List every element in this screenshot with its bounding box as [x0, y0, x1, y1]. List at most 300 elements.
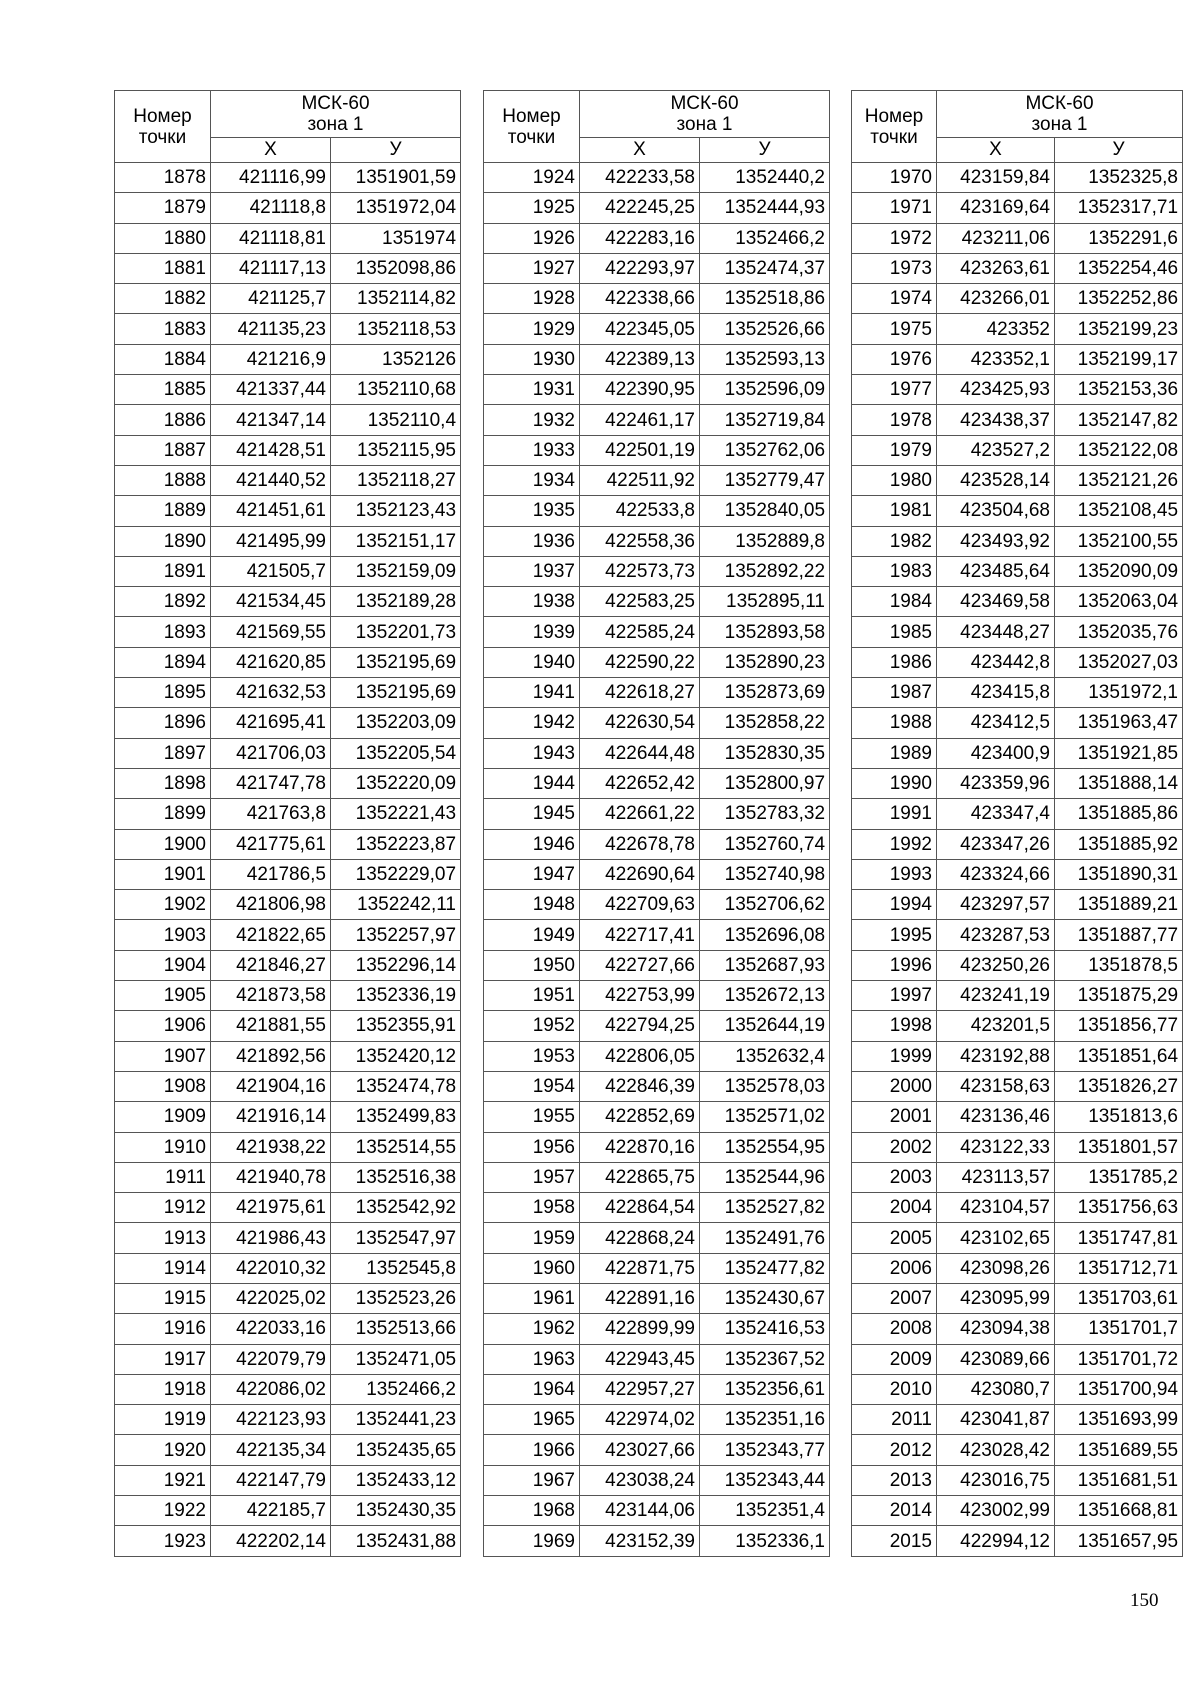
y-coordinate-cell: 1352110,4	[331, 405, 461, 435]
point-number-cell: 1918	[115, 1374, 211, 1404]
y-coordinate-cell: 1352343,77	[700, 1435, 830, 1465]
point-number-cell: 1941	[484, 678, 580, 708]
point-number-cell: 1951	[484, 981, 580, 1011]
x-coordinate-cell: 423400,9	[937, 738, 1055, 768]
table-row	[115, 1071, 461, 1101]
point-number-cell: 1924	[484, 163, 580, 193]
y-coordinate-cell: 1352118,27	[331, 465, 461, 495]
table-row	[852, 587, 1183, 617]
table-row	[852, 405, 1183, 435]
table-row	[852, 617, 1183, 647]
header-row	[115, 91, 461, 138]
x-coordinate-cell: 421125,7	[211, 284, 331, 314]
y-coordinate-cell: 1352108,45	[1055, 496, 1183, 526]
y-coordinate-cell: 1352518,86	[700, 284, 830, 314]
y-coordinate-cell: 1352420,12	[331, 1041, 461, 1071]
y-coordinate-cell: 1352596,09	[700, 375, 830, 405]
table-row	[484, 344, 830, 374]
x-coordinate-cell: 421904,16	[211, 1071, 331, 1101]
point-number-cell: 1971	[852, 193, 937, 223]
table-row	[115, 920, 461, 950]
point-number-cell: 1929	[484, 314, 580, 344]
point-number-cell: 1888	[115, 465, 211, 495]
x-coordinate-cell: 423159,84	[937, 163, 1055, 193]
point-header-line2: точки	[507, 126, 556, 148]
x-coordinate-cell: 422086,02	[211, 1374, 331, 1404]
x-coordinate-cell: 423347,26	[937, 829, 1055, 859]
point-number-cell: 1979	[852, 435, 937, 465]
point-number-cell: 1885	[115, 375, 211, 405]
x-coordinate-cell: 423297,57	[937, 890, 1055, 920]
y-coordinate-cell: 1352430,67	[700, 1283, 830, 1313]
point-number-cell: 1978	[852, 405, 937, 435]
table-row	[115, 1496, 461, 1526]
table-row	[484, 1465, 830, 1495]
x-coordinate-cell: 422293,97	[580, 253, 700, 283]
y-coordinate-cell: 1351972,04	[331, 193, 461, 223]
y-coordinate-cell: 1352114,82	[331, 284, 461, 314]
table-row	[115, 193, 461, 223]
table-row	[115, 405, 461, 435]
table-row	[852, 859, 1183, 889]
x-coordinate-cell: 421495,99	[211, 526, 331, 556]
point-number-cell: 1940	[484, 647, 580, 677]
system-header-line2: зона 1	[307, 114, 364, 135]
system-header-line2: зона 1	[1031, 114, 1088, 135]
y-coordinate-cell: 1352199,17	[1055, 344, 1183, 374]
x-coordinate-cell: 423352	[937, 314, 1055, 344]
point-number-cell: 1945	[484, 799, 580, 829]
y-coordinate-cell: 1352571,02	[700, 1102, 830, 1132]
point-number-cell: 1933	[484, 435, 580, 465]
point-number-cell: 2011	[852, 1405, 937, 1435]
point-number-cell: 1962	[484, 1314, 580, 1344]
y-coordinate-cell: 1351878,5	[1055, 950, 1183, 980]
y-coordinate-cell: 1352159,09	[331, 556, 461, 586]
point-number-cell: 1965	[484, 1405, 580, 1435]
x-coordinate-cell: 421892,56	[211, 1041, 331, 1071]
y-coordinate-cell: 1352672,13	[700, 981, 830, 1011]
y-coordinate-cell: 1351885,86	[1055, 799, 1183, 829]
x-column-header: X	[580, 138, 700, 163]
table-row	[852, 556, 1183, 586]
point-number-cell: 1895	[115, 678, 211, 708]
y-column-header: У	[331, 138, 461, 163]
y-coordinate-cell: 1351657,95	[1055, 1526, 1183, 1556]
point-number-cell: 1903	[115, 920, 211, 950]
point-number-cell: 1883	[115, 314, 211, 344]
x-coordinate-cell: 423263,61	[937, 253, 1055, 283]
y-coordinate-cell: 1351889,21	[1055, 890, 1183, 920]
y-coordinate-cell: 1352063,04	[1055, 587, 1183, 617]
table-row	[115, 344, 461, 374]
table-row	[852, 1344, 1183, 1374]
x-coordinate-cell: 422868,24	[580, 1223, 700, 1253]
x-coordinate-cell: 423144,06	[580, 1496, 700, 1526]
table-row	[484, 163, 830, 193]
point-number-cell: 1970	[852, 163, 937, 193]
y-coordinate-cell: 1351826,27	[1055, 1071, 1183, 1101]
y-coordinate-cell: 1352343,44	[700, 1465, 830, 1495]
point-number-cell: 1952	[484, 1011, 580, 1041]
y-coordinate-cell: 1352118,53	[331, 314, 461, 344]
y-coordinate-cell: 1352466,2	[700, 223, 830, 253]
y-coordinate-cell: 1352474,37	[700, 253, 830, 283]
point-number-cell: 1911	[115, 1162, 211, 1192]
point-number-cell: 1919	[115, 1405, 211, 1435]
x-coordinate-cell: 423094,38	[937, 1314, 1055, 1344]
x-coordinate-cell: 421505,7	[211, 556, 331, 586]
table-row	[484, 284, 830, 314]
y-coordinate-cell: 1352593,13	[700, 344, 830, 374]
x-coordinate-cell: 422233,58	[580, 163, 700, 193]
y-coordinate-cell: 1351887,77	[1055, 920, 1183, 950]
y-coordinate-cell: 1352035,76	[1055, 617, 1183, 647]
table-row	[852, 344, 1183, 374]
x-coordinate-cell: 421440,52	[211, 465, 331, 495]
x-coordinate-cell: 423425,93	[937, 375, 1055, 405]
table-row	[115, 526, 461, 556]
table-row	[852, 799, 1183, 829]
y-coordinate-cell: 1352526,66	[700, 314, 830, 344]
table-row	[852, 435, 1183, 465]
table-row	[115, 435, 461, 465]
x-coordinate-cell: 422135,34	[211, 1435, 331, 1465]
point-number-cell: 1931	[484, 375, 580, 405]
point-number-cell: 1972	[852, 223, 937, 253]
point-number-cell: 1993	[852, 859, 937, 889]
x-coordinate-cell: 423359,96	[937, 768, 1055, 798]
point-number-cell: 1910	[115, 1132, 211, 1162]
x-coordinate-cell: 421938,22	[211, 1132, 331, 1162]
point-header-line1: Номер	[864, 105, 924, 127]
y-coordinate-cell: 1352440,2	[700, 163, 830, 193]
x-coordinate-cell: 421763,8	[211, 799, 331, 829]
x-coordinate-cell: 423448,27	[937, 617, 1055, 647]
y-coordinate-cell: 1351747,81	[1055, 1223, 1183, 1253]
x-coordinate-cell: 423493,92	[937, 526, 1055, 556]
y-coordinate-cell: 1351972,1	[1055, 678, 1183, 708]
x-coordinate-cell: 423041,87	[937, 1405, 1055, 1435]
y-coordinate-cell: 1352351,16	[700, 1405, 830, 1435]
point-number-cell: 1909	[115, 1102, 211, 1132]
table-row	[484, 890, 830, 920]
point-number-cell: 1939	[484, 617, 580, 647]
x-coordinate-cell: 422389,13	[580, 344, 700, 374]
x-coordinate-cell: 423324,66	[937, 859, 1055, 889]
y-column-header: У	[1055, 138, 1183, 163]
x-coordinate-cell: 422345,05	[580, 314, 700, 344]
table-row	[852, 526, 1183, 556]
point-number-cell: 1917	[115, 1344, 211, 1374]
x-coordinate-cell: 422590,22	[580, 647, 700, 677]
x-coordinate-cell: 421117,13	[211, 253, 331, 283]
table-row	[484, 1435, 830, 1465]
table-row	[115, 587, 461, 617]
y-coordinate-cell: 1351890,31	[1055, 859, 1183, 889]
y-coordinate-cell: 1351681,51	[1055, 1465, 1183, 1495]
y-coordinate-cell: 1352858,22	[700, 708, 830, 738]
point-number-cell: 1944	[484, 768, 580, 798]
table-row	[852, 1496, 1183, 1526]
table-row	[852, 1465, 1183, 1495]
table-row	[484, 738, 830, 768]
table-row	[115, 1132, 461, 1162]
point-number-cell: 1982	[852, 526, 937, 556]
x-column-header: X	[211, 138, 331, 163]
table-row	[115, 617, 461, 647]
point-number-cell: 1935	[484, 496, 580, 526]
y-coordinate-cell: 1352499,83	[331, 1102, 461, 1132]
table-row	[484, 1526, 830, 1556]
coordinates-table-2	[483, 90, 830, 1557]
point-number-cell: 1934	[484, 465, 580, 495]
point-number-cell: 2006	[852, 1253, 937, 1283]
x-coordinate-cell: 421986,43	[211, 1223, 331, 1253]
y-coordinate-cell: 1351921,85	[1055, 738, 1183, 768]
point-number-cell: 1891	[115, 556, 211, 586]
x-coordinate-cell: 422558,36	[580, 526, 700, 556]
point-number-cell: 1983	[852, 556, 937, 586]
point-number-cell: 1914	[115, 1253, 211, 1283]
y-coordinate-cell: 1352351,4	[700, 1496, 830, 1526]
x-coordinate-cell: 421706,03	[211, 738, 331, 768]
table-row	[852, 1435, 1183, 1465]
table-row	[484, 647, 830, 677]
point-number-cell: 1961	[484, 1283, 580, 1313]
table-row	[484, 950, 830, 980]
point-number-cell: 1886	[115, 405, 211, 435]
y-coordinate-cell: 1352296,14	[331, 950, 461, 980]
x-coordinate-cell: 423469,58	[937, 587, 1055, 617]
point-number-header	[115, 91, 211, 163]
x-coordinate-cell: 423347,4	[937, 799, 1055, 829]
y-coordinate-cell: 1352189,28	[331, 587, 461, 617]
x-coordinate-cell: 422846,39	[580, 1071, 700, 1101]
x-coordinate-cell: 423136,46	[937, 1102, 1055, 1132]
y-coordinate-cell: 1352527,82	[700, 1193, 830, 1223]
x-coordinate-cell: 421695,41	[211, 708, 331, 738]
table-row	[484, 314, 830, 344]
point-number-cell: 1984	[852, 587, 937, 617]
y-coordinate-cell: 1352554,95	[700, 1132, 830, 1162]
y-coordinate-cell: 1352491,76	[700, 1223, 830, 1253]
table-row	[115, 708, 461, 738]
x-coordinate-cell: 422033,16	[211, 1314, 331, 1344]
x-coordinate-cell: 421775,61	[211, 829, 331, 859]
y-coordinate-cell: 1352513,66	[331, 1314, 461, 1344]
point-number-cell: 1996	[852, 950, 937, 980]
y-coordinate-cell: 1352632,4	[700, 1041, 830, 1071]
table-row	[115, 375, 461, 405]
point-number-cell: 1897	[115, 738, 211, 768]
x-coordinate-cell: 423211,06	[937, 223, 1055, 253]
y-coordinate-cell: 1352199,23	[1055, 314, 1183, 344]
table-row	[852, 738, 1183, 768]
x-coordinate-cell: 422690,64	[580, 859, 700, 889]
y-coordinate-cell: 1352220,09	[331, 768, 461, 798]
point-number-cell: 1907	[115, 1041, 211, 1071]
point-number-cell: 1915	[115, 1283, 211, 1313]
x-coordinate-cell: 423528,14	[937, 465, 1055, 495]
y-coordinate-cell: 1352121,26	[1055, 465, 1183, 495]
y-coordinate-cell: 1352153,36	[1055, 375, 1183, 405]
y-coordinate-cell: 1352336,1	[700, 1526, 830, 1556]
table-row	[484, 768, 830, 798]
point-number-cell: 2008	[852, 1314, 937, 1344]
point-number-cell: 1938	[484, 587, 580, 617]
point-number-cell: 1954	[484, 1071, 580, 1101]
table-row	[484, 981, 830, 1011]
y-coordinate-cell: 1352719,84	[700, 405, 830, 435]
x-coordinate-cell: 423098,26	[937, 1253, 1055, 1283]
x-coordinate-cell: 421747,78	[211, 768, 331, 798]
y-coordinate-cell: 1352430,35	[331, 1496, 461, 1526]
coordinate-system-header	[580, 91, 830, 138]
y-coordinate-cell: 1351875,29	[1055, 981, 1183, 1011]
point-number-cell: 1994	[852, 890, 937, 920]
table-row	[852, 1283, 1183, 1313]
point-number-cell: 1925	[484, 193, 580, 223]
table-row	[852, 496, 1183, 526]
table-row	[484, 1223, 830, 1253]
x-coordinate-cell: 421786,5	[211, 859, 331, 889]
table-row	[115, 223, 461, 253]
table-row	[115, 647, 461, 677]
x-coordinate-cell: 422717,41	[580, 920, 700, 950]
x-coordinate-cell: 421975,61	[211, 1193, 331, 1223]
point-number-cell: 1900	[115, 829, 211, 859]
point-number-cell: 1964	[484, 1374, 580, 1404]
point-number-cell: 1932	[484, 405, 580, 435]
y-coordinate-cell: 1352783,32	[700, 799, 830, 829]
point-number-cell: 1967	[484, 1465, 580, 1495]
table-row	[484, 1496, 830, 1526]
point-number-cell: 1892	[115, 587, 211, 617]
x-coordinate-cell: 422943,45	[580, 1344, 700, 1374]
point-number-cell: 1985	[852, 617, 937, 647]
x-coordinate-cell: 423158,63	[937, 1071, 1055, 1101]
x-coordinate-cell: 422147,79	[211, 1465, 331, 1495]
point-number-cell: 1922	[115, 1496, 211, 1526]
table-row	[115, 496, 461, 526]
y-coordinate-cell: 1351801,57	[1055, 1132, 1183, 1162]
point-number-cell: 1998	[852, 1011, 937, 1041]
table-row	[484, 920, 830, 950]
point-number-cell: 1943	[484, 738, 580, 768]
table-row	[115, 163, 461, 193]
x-coordinate-cell: 421428,51	[211, 435, 331, 465]
point-number-cell: 1879	[115, 193, 211, 223]
table-row	[115, 678, 461, 708]
table-row	[115, 859, 461, 889]
x-coordinate-cell: 421822,65	[211, 920, 331, 950]
y-coordinate-cell: 1352257,97	[331, 920, 461, 950]
y-coordinate-cell: 1352444,93	[700, 193, 830, 223]
x-coordinate-cell: 423027,66	[580, 1435, 700, 1465]
x-coordinate-cell: 423250,26	[937, 950, 1055, 980]
y-coordinate-cell: 1352433,12	[331, 1465, 461, 1495]
x-coordinate-cell: 422661,22	[580, 799, 700, 829]
y-coordinate-cell: 1352416,53	[700, 1314, 830, 1344]
point-number-cell: 1989	[852, 738, 937, 768]
coordinate-system-header	[211, 91, 461, 138]
point-number-cell: 1889	[115, 496, 211, 526]
y-coordinate-cell: 1352892,22	[700, 556, 830, 586]
table-row	[484, 829, 830, 859]
point-number-cell: 2010	[852, 1374, 937, 1404]
table-row	[115, 768, 461, 798]
table-row	[484, 1344, 830, 1374]
table-row	[852, 768, 1183, 798]
point-number-cell: 1968	[484, 1496, 580, 1526]
x-coordinate-cell: 422957,27	[580, 1374, 700, 1404]
y-coordinate-cell: 1352547,97	[331, 1223, 461, 1253]
table-row	[484, 617, 830, 647]
point-number-cell: 1953	[484, 1041, 580, 1071]
point-number-cell: 1928	[484, 284, 580, 314]
x-coordinate-cell: 422585,24	[580, 617, 700, 647]
point-number-cell: 1912	[115, 1193, 211, 1223]
y-coordinate-cell: 1352336,19	[331, 981, 461, 1011]
y-coordinate-cell: 1351851,64	[1055, 1041, 1183, 1071]
table-row	[852, 223, 1183, 253]
x-coordinate-cell: 422709,63	[580, 890, 700, 920]
point-number-cell: 1936	[484, 526, 580, 556]
x-coordinate-cell: 422123,93	[211, 1405, 331, 1435]
y-coordinate-cell: 1351856,77	[1055, 1011, 1183, 1041]
x-coordinate-cell: 423095,99	[937, 1283, 1055, 1313]
table-row	[852, 284, 1183, 314]
point-number-cell: 1976	[852, 344, 937, 374]
point-number-cell: 1896	[115, 708, 211, 738]
x-coordinate-cell: 423415,8	[937, 678, 1055, 708]
point-number-cell: 1958	[484, 1193, 580, 1223]
y-coordinate-cell: 1351888,14	[1055, 768, 1183, 798]
y-coordinate-cell: 1351756,63	[1055, 1193, 1183, 1223]
y-coordinate-cell: 1352760,74	[700, 829, 830, 859]
x-coordinate-cell: 422501,19	[580, 435, 700, 465]
table-row	[115, 284, 461, 314]
point-number-cell: 1963	[484, 1344, 580, 1374]
point-header-line2: точки	[138, 126, 187, 148]
table-row	[484, 1253, 830, 1283]
point-number-cell: 1948	[484, 890, 580, 920]
point-number-cell: 1908	[115, 1071, 211, 1101]
point-number-cell: 1916	[115, 1314, 211, 1344]
x-coordinate-cell: 421118,8	[211, 193, 331, 223]
table-row	[115, 1223, 461, 1253]
table-row	[484, 1071, 830, 1101]
point-number-cell: 2007	[852, 1283, 937, 1313]
point-number-cell: 1882	[115, 284, 211, 314]
table-row	[852, 829, 1183, 859]
point-number-cell: 1902	[115, 890, 211, 920]
x-coordinate-cell: 423113,57	[937, 1162, 1055, 1192]
point-number-cell: 2013	[852, 1465, 937, 1495]
x-coordinate-cell: 423438,37	[937, 405, 1055, 435]
table-row	[115, 1374, 461, 1404]
x-coordinate-cell: 422864,54	[580, 1193, 700, 1223]
point-header-line1: Номер	[133, 105, 192, 127]
y-coordinate-cell: 1352195,69	[331, 678, 461, 708]
table-row	[852, 1041, 1183, 1071]
x-coordinate-cell: 421846,27	[211, 950, 331, 980]
x-coordinate-cell: 422794,25	[580, 1011, 700, 1041]
y-coordinate-cell: 1352542,92	[331, 1193, 461, 1223]
y-coordinate-cell: 1351703,61	[1055, 1283, 1183, 1313]
table-row	[852, 1071, 1183, 1101]
